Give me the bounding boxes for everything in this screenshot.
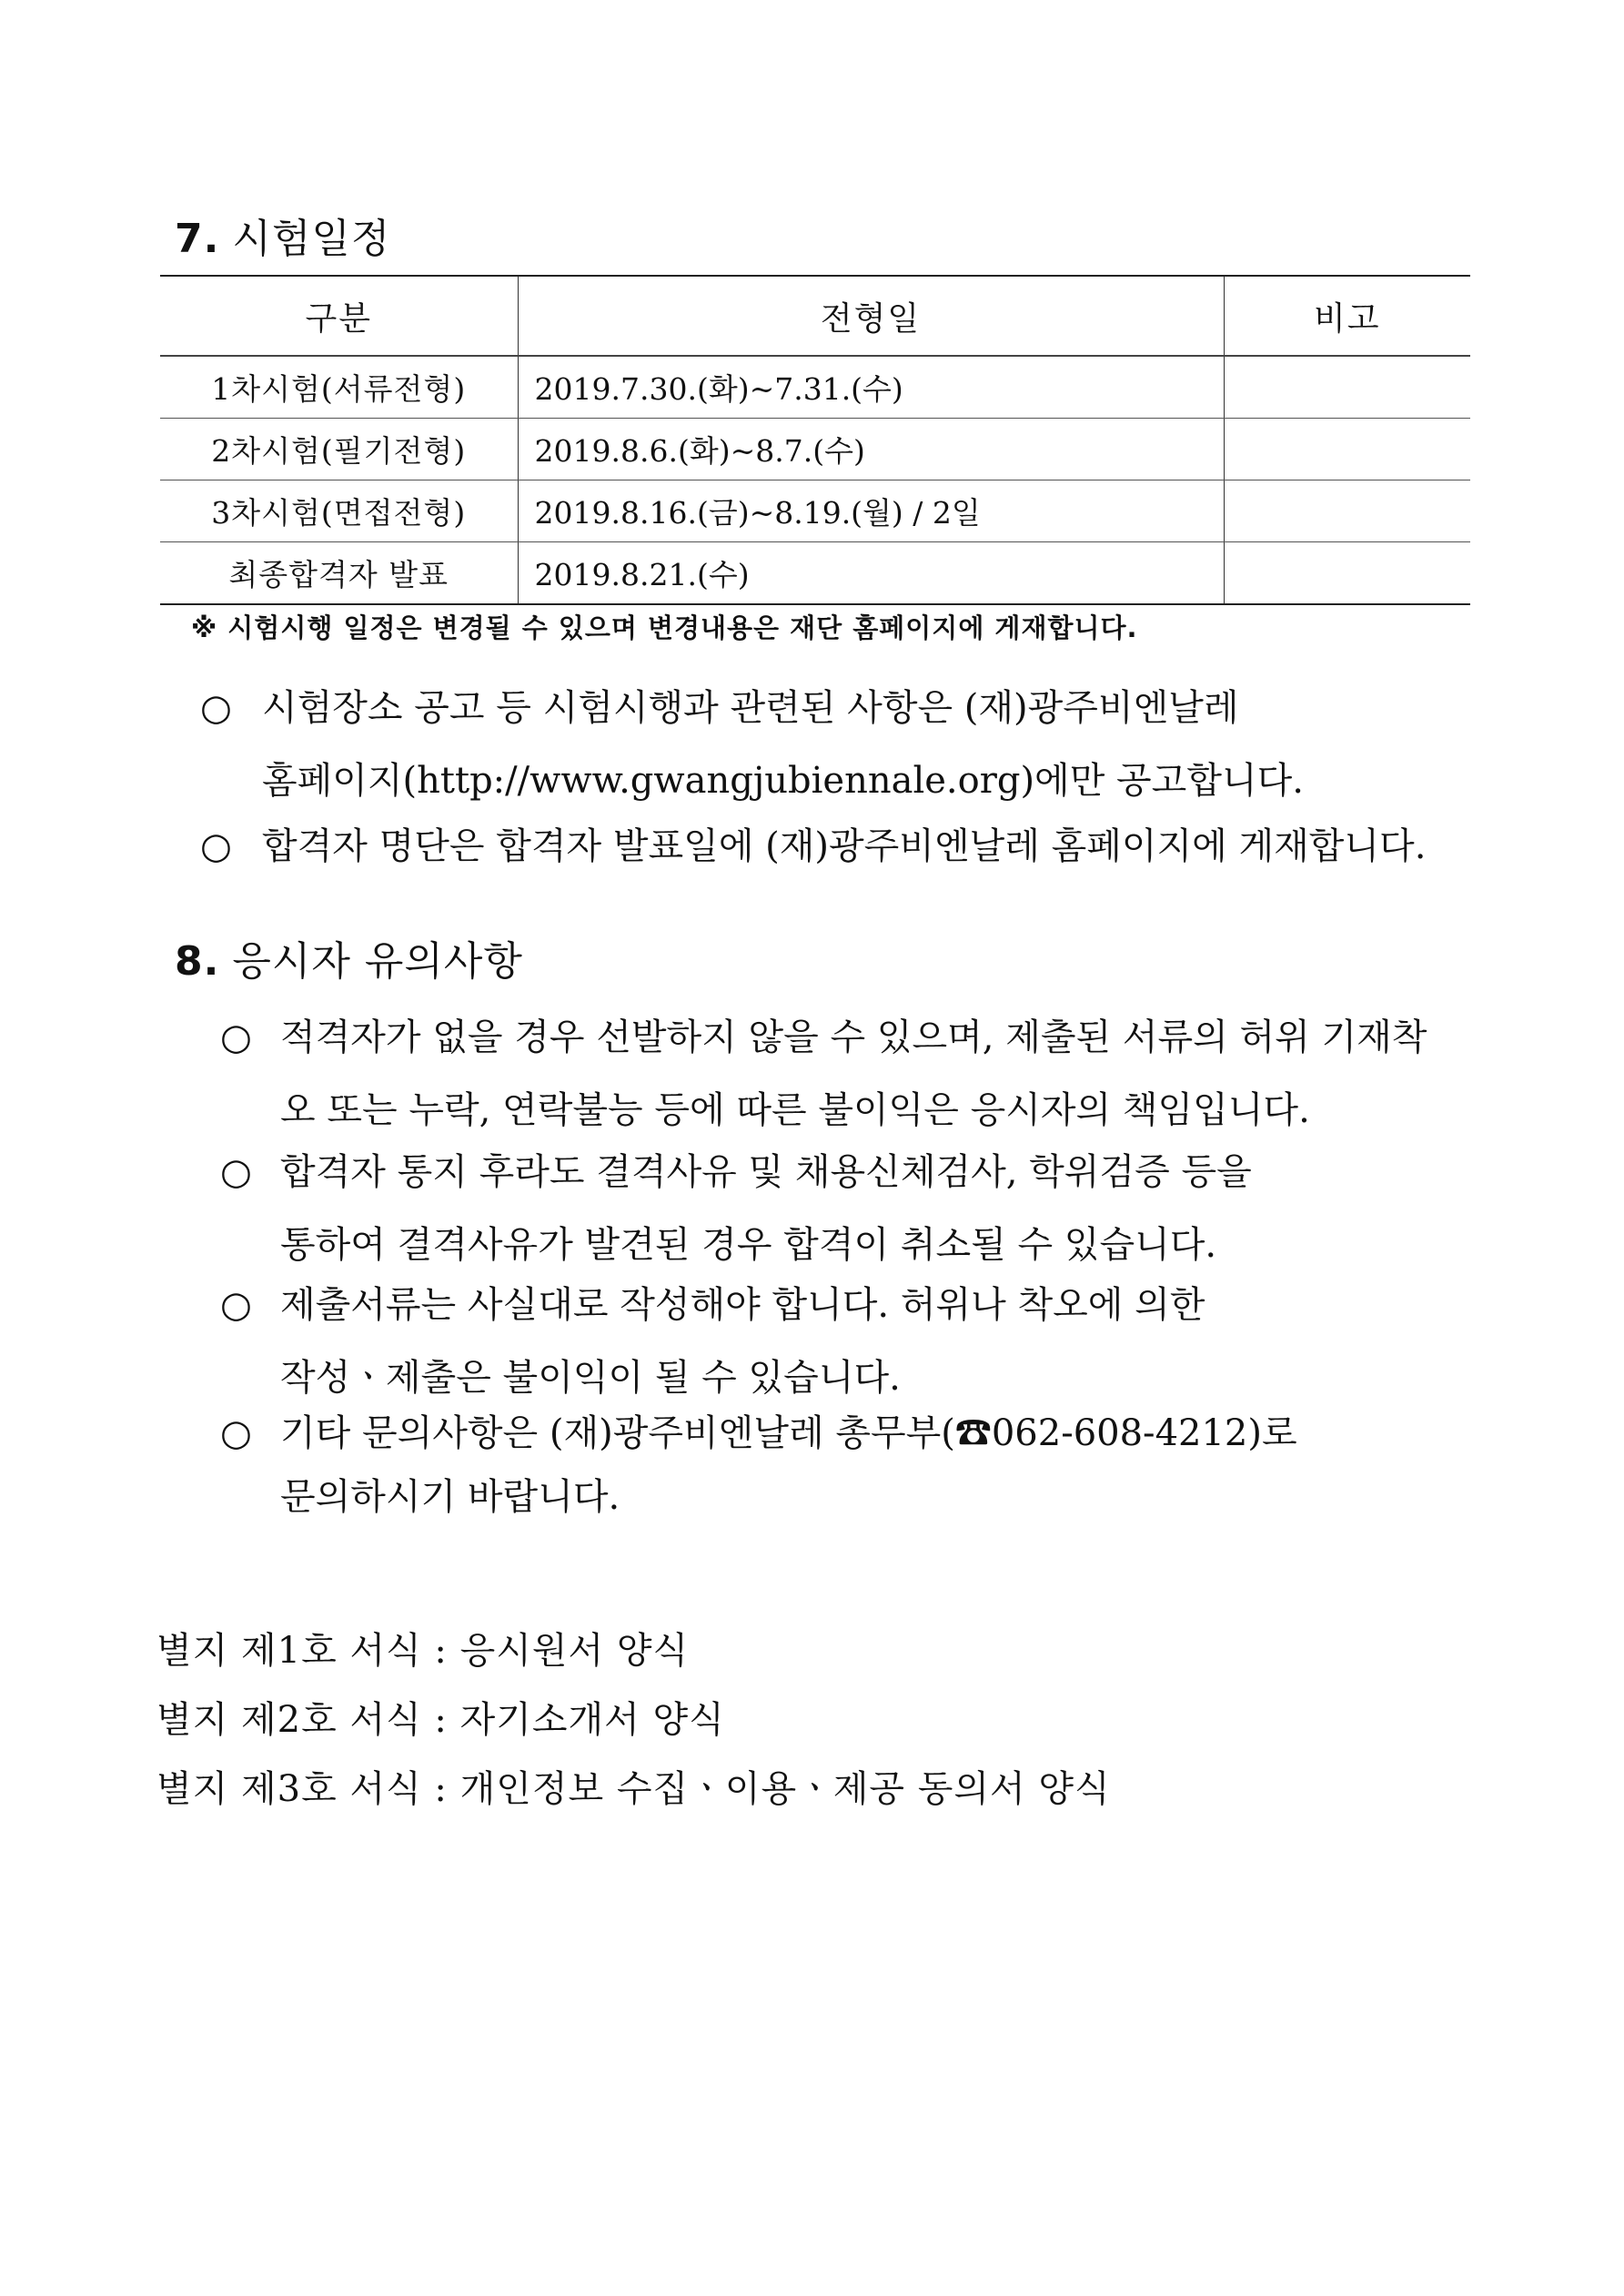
- bullet-line: 기타 문의사항은 (재)광주비엔날레 총무부(☎062-608-4212)로: [280, 1412, 1297, 1454]
- date-cell: 2019.8.21.(수): [518, 542, 1224, 605]
- table-header-row: [160, 276, 1470, 356]
- bullet-line: 작성ㆍ제출은 불이익이 될 수 있습니다.: [280, 1357, 901, 1399]
- list-item: [220, 1136, 1252, 1281]
- list-item: [200, 810, 1426, 883]
- bullet-line: 오 또는 누락, 연락불능 등에 따른 불이익은 응시자의 책임입니다.: [280, 1089, 1310, 1131]
- section-8-number: 8.: [175, 938, 220, 985]
- date-cell: 2019.8.6.(화)~8.7.(수): [518, 419, 1224, 480]
- list-item: [220, 1001, 1427, 1147]
- section-8-heading: [175, 928, 523, 986]
- stage-cell: 최종합격자 발표: [160, 542, 518, 605]
- table-row: [160, 542, 1470, 605]
- list-item: [220, 1401, 1297, 1529]
- bullet-marker: ○: [220, 1017, 252, 1058]
- section-7-title: 시험일정: [232, 216, 391, 262]
- remarks-cell: [1224, 480, 1470, 542]
- table-row: [160, 419, 1470, 480]
- list-item: [200, 672, 1304, 817]
- stage-cell: 2차시험(필기전형): [160, 419, 518, 480]
- section-7-heading: [175, 206, 390, 264]
- exam-schedule-table: [160, 275, 1470, 605]
- annex-form-1: 별지 제1호 서식 : 응시원서 양식: [156, 1630, 690, 1672]
- remarks-cell: [1224, 419, 1470, 480]
- table-row: [160, 356, 1470, 419]
- bullet-marker: ○: [220, 1284, 252, 1326]
- remarks-cell: [1224, 542, 1470, 605]
- header-category: 구분: [160, 276, 518, 356]
- bullet-line: 통하여 결격사유가 발견된 경우 합격이 취소될 수 있습니다.: [280, 1224, 1217, 1266]
- stage-cell: 1차시험(서류전형): [160, 356, 518, 419]
- bullet-marker: ○: [220, 1151, 252, 1193]
- bullet-marker: ○: [200, 825, 232, 867]
- bullet-line: 문의하시기 바랍니다.: [280, 1476, 620, 1518]
- schedule-change-note: ※ 시험시행 일정은 변경될 수 있으며 변경내용은 재단 홈페이지에 게재합니다.: [191, 612, 1138, 643]
- date-cell: 2019.8.16.(금)~8.19.(월) / 2일: [518, 480, 1224, 542]
- section-8-title: 응시자 유의사항: [232, 938, 523, 985]
- table-row: [160, 480, 1470, 542]
- bullet-marker: ○: [220, 1412, 252, 1454]
- bullet-line: 제출서류는 사실대로 작성해야 합니다. 허위나 착오에 의한: [280, 1284, 1205, 1326]
- stage-cell: 3차시험(면접전형): [160, 480, 518, 542]
- header-remarks: 비고: [1224, 276, 1470, 356]
- bullet-line: 적격자가 없을 경우 선발하지 않을 수 있으며, 제출된 서류의 허위 기재착: [280, 1017, 1427, 1058]
- header-date: 전형일: [518, 276, 1224, 356]
- bullet-line: 합격자 명단은 합격자 발표일에 (재)광주비엔날레 홈페이지에 게재합니다.: [262, 825, 1427, 867]
- remarks-cell: [1224, 356, 1470, 419]
- date-cell: 2019.7.30.(화)~7.31.(수): [518, 356, 1224, 419]
- annex-form-2: 별지 제2호 서식 : 자기소개서 양식: [156, 1699, 725, 1741]
- bullet-line: 홈페이지(http://www.gwangjubiennale.org)에만 공고합니다.: [262, 760, 1304, 802]
- list-item: [220, 1269, 1205, 1414]
- bullet-line: 합격자 통지 후라도 결격사유 및 채용신체검사, 학위검증 등을: [280, 1151, 1252, 1193]
- section-7-number: 7.: [175, 216, 220, 262]
- annex-form-3: 별지 제3호 서식 : 개인정보 수집ㆍ이용ㆍ제공 동의서 양식: [156, 1768, 1111, 1810]
- bullet-marker: ○: [200, 687, 232, 729]
- bullet-line: 시험장소 공고 등 시험시행과 관련된 사항은 (재)광주비엔날레: [262, 687, 1239, 729]
